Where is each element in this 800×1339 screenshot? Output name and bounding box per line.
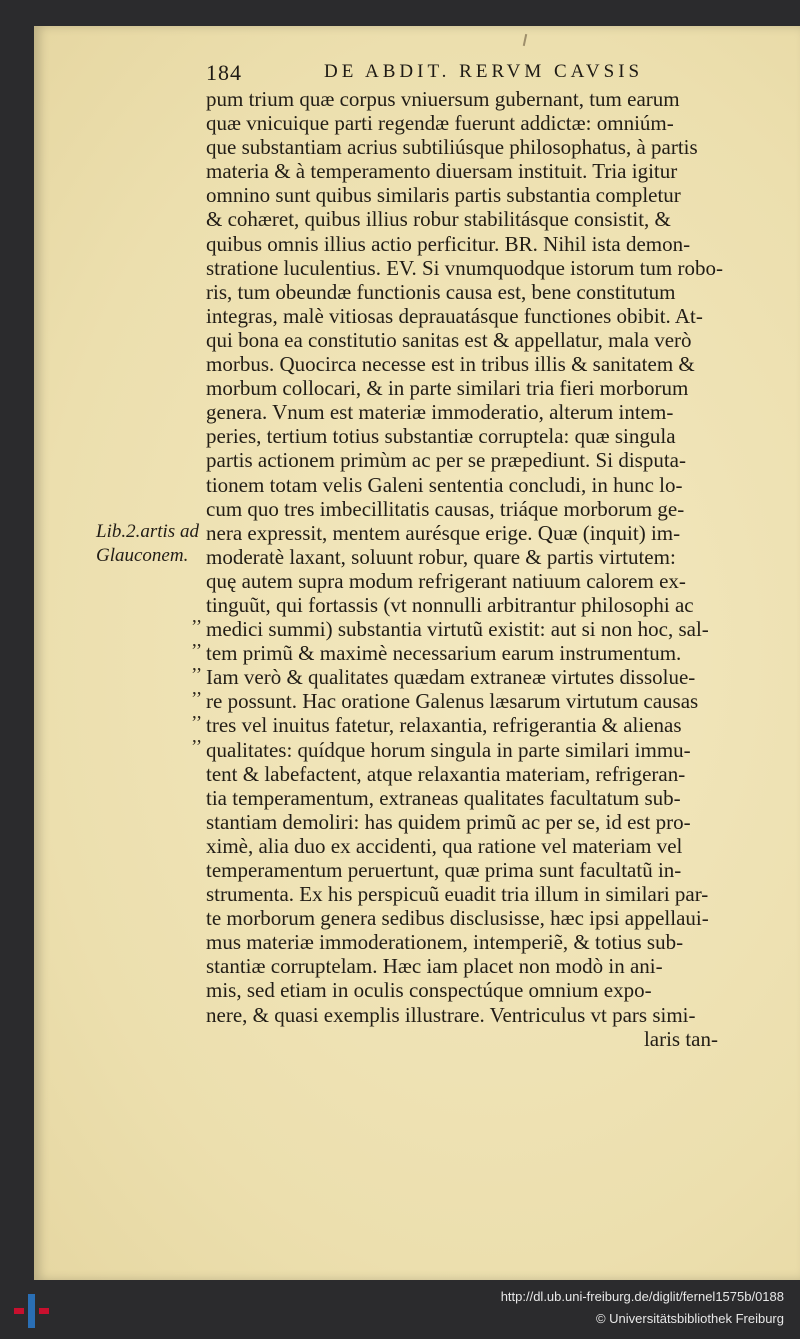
text-line: & cohæret, quibus illius robur stabilitásque consistit, & — [206, 207, 671, 232]
text-line: cum quo tres imbecillitatis causas, triáque morborum ge- — [206, 496, 685, 521]
text-line: Iam verò & qualitates quædam extraneæ virtutes dissolue- — [206, 665, 696, 690]
library-logo-icon — [14, 1294, 50, 1328]
copyright-notice: © Universitätsbibliothek Freiburg — [595, 1311, 784, 1326]
quote-mark: ,, — [192, 678, 202, 700]
quote-mark: ,, — [192, 726, 202, 748]
text-line: stantiæ corruptelam. Hæc iam placet non modò in ani- — [206, 954, 663, 979]
text-line: partis actionem primùm ac per se præpediunt. Si disputa- — [206, 448, 686, 473]
text-line: te morborum genera sedibus disclusisse, hæc ipsi appellaui- — [206, 906, 709, 931]
text-line: tent & labefactent, atque relaxantia materiam, refrigeran- — [206, 761, 686, 786]
text-line: mus materiæ immoderationem, intemperiẽ, & totius sub- — [206, 930, 684, 955]
text-line: tinguũt, qui fortassis (vt nonnulli arbitrantur philosophi ac — [206, 592, 694, 617]
text-line: morbus. Quocirca necesse est in tribus illis & sanitatem & — [206, 352, 695, 377]
text-line: tionem totam velis Galeni sententia concludi, in hunc lo- — [206, 472, 683, 497]
text-line: moderatè laxant, soluunt robur, quare & partis virtutem: — [206, 544, 676, 569]
viewer-footer — [0, 1280, 800, 1339]
ink-mark — [523, 34, 527, 46]
text-line: medici summi) substantia virtutũ existit: aut si non hoc, sal- — [206, 617, 709, 642]
text-line: que substantiam acrius subtiliúsque philosophatus, à partis — [206, 135, 698, 160]
text-line: quę autem supra modum refrigerant natiuum calorem ex- — [206, 568, 686, 593]
margin-note-line1: Lib.2.artis ad — [96, 521, 199, 542]
text-line: ximè, alia duo ex accidenti, qua ratione vel materiam vel — [206, 833, 683, 858]
catchword: laris tan- — [643, 1026, 718, 1051]
running-title: DE ABDIT. RERVM CAVSIS — [324, 61, 644, 82]
quote-mark: ,, — [192, 702, 202, 724]
permalink-url[interactable]: http://dl.ub.uni-freiburg.de/diglit/fernel1575b/0188 — [500, 1289, 784, 1304]
text-line: stantiam demoliri: has quidem primũ ac per se, id est pro- — [206, 809, 691, 834]
quote-mark: ,, — [192, 606, 202, 627]
text-line: tres vel inuitus fatetur, relaxantia, refrigerantia & alienas — [206, 713, 682, 738]
text-line: qui bona ea constitutio sanitas est & appellatur, mala verò — [206, 327, 692, 352]
text-line: nere, & quasi exemplis illustrare. Ventriculus vt pars simi- — [206, 1002, 696, 1027]
text-line: nera expressit, mentem aurésque erige. Quæ (inquit) im- — [206, 520, 681, 545]
body-text — [206, 87, 723, 1051]
text-line: integras, malè vitiosas deprauatásque functiones obibit. At- — [206, 303, 703, 328]
text-line: morbum collocari, & in parte similari tria fieri morborum — [206, 376, 689, 401]
text-line: genera. Vnum est materiæ immoderatio, alterum intem- — [206, 400, 674, 425]
margin-note-line2: Glauconem. — [96, 545, 189, 566]
quotation-marks — [192, 605, 202, 750]
text-line: quibus omnis illius actio perficitur. BR. Nihil ista demon- — [206, 231, 691, 256]
quote-mark: ,, — [192, 630, 202, 652]
text-line: mis, sed etiam in oculis conspectúque omnium expo- — [206, 978, 652, 1003]
text-line: stratione luculentius. EV. Si vnumquodque istorum tum robo- — [206, 255, 723, 280]
text-line: materia & à temperamento diuersam instituit. Tria igitur — [206, 159, 678, 184]
text-line: strumenta. Ex his perspicuũ euadit tria illum in similari par- — [206, 882, 709, 907]
text-line: pum trium quæ corpus vniuersum gubernant, tum earum — [206, 87, 680, 111]
quote-mark: ,, — [192, 654, 202, 676]
text-line: temperamentum peruertunt, quæ prima sunt facultatũ in- — [206, 858, 682, 882]
text-line: omnino sunt quibus similaris partis substantia completur — [206, 183, 681, 208]
text-line: tem primũ & maximè necessarium earum instrumentum. — [206, 641, 682, 666]
text-line: re possunt. Hac oratione Galenus læsarum virtutum causas — [206, 689, 699, 714]
text-line: qualitates: quídque horum singula in parte similari immu- — [206, 737, 691, 762]
page-number: 184 — [206, 60, 242, 85]
text-line: peries, tertium totius substantiæ corruptela: quæ singula — [206, 424, 676, 449]
text-line: ris, tum obeundæ functionis causa est, bene constitutum — [206, 279, 676, 304]
text-line: tia temperamentum, extraneas qualitates facultatum sub- — [206, 785, 681, 810]
text-line: quæ vnicuique parti regendæ fuerunt addictæ: omniúm- — [206, 111, 674, 136]
